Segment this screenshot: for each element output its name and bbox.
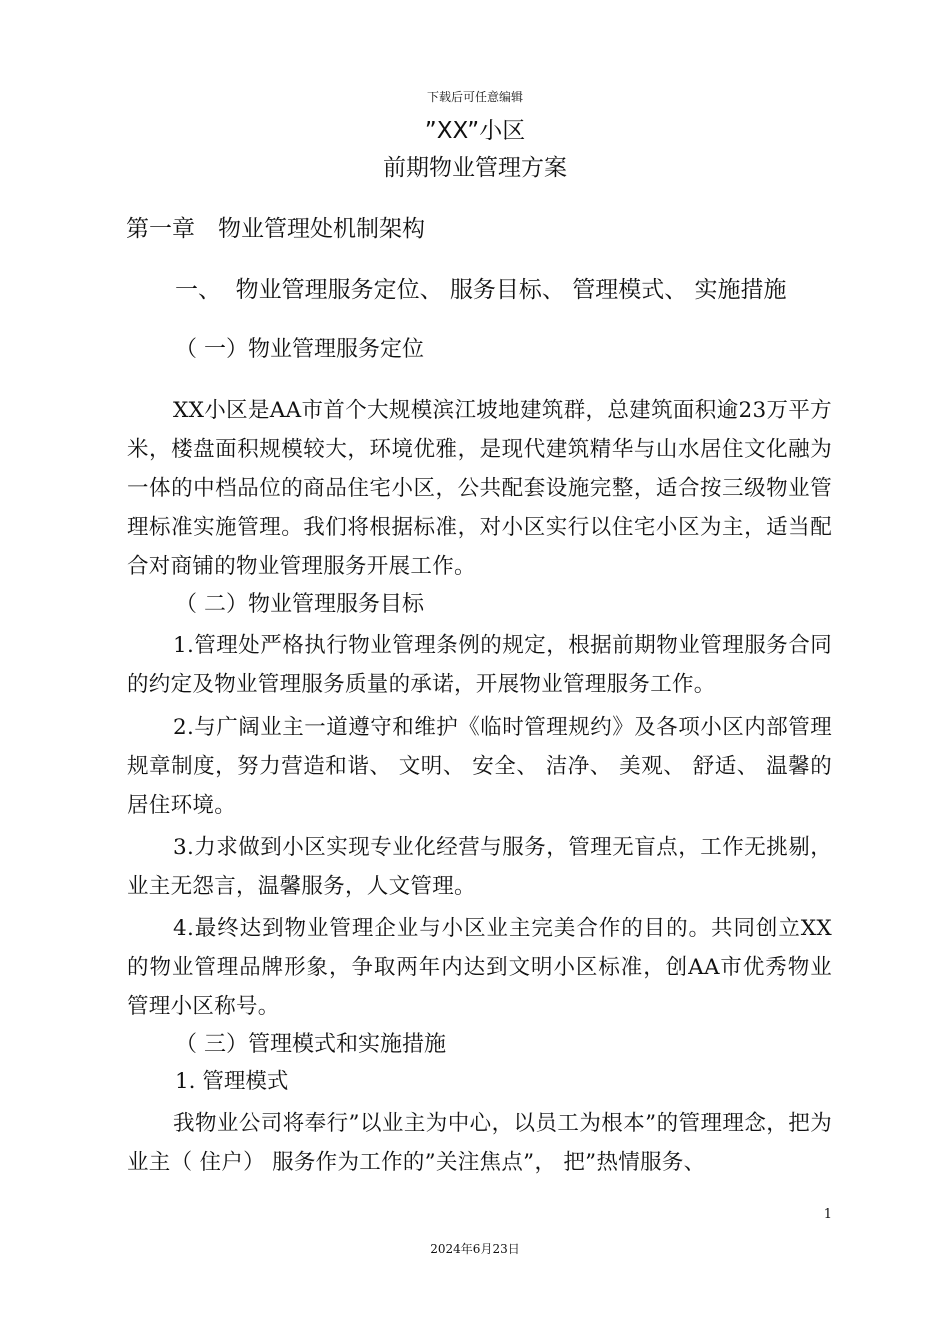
section-heading: 一、 物业管理服务定位、 服务目标、 管理模式、 实施措施 [175, 277, 787, 303]
goal-item-3: 3.力求做到小区实现专业化经营与服务，管理无盲点，工作无挑剔，业主无怨言，温馨服务，人文管理。 [127, 835, 832, 899]
paragraph-positioning: XX小区是AA市首个大规模滨江坡地建筑群，总建筑面积逾23万平方米，楼盘面积规模较大，环境优雅，是现代建筑精华与山水居住文化融为一体的中档品位的商品住宅小区，公共配套设施完整，适合按三级物业管理标准实施管理。我们将根据标准，对小区实行以住宅小区为主，适当配合对商铺的物业管理服务开展工作。 [127, 398, 832, 579]
goal-item-1: 1.管理处严格执行物业管理条例的规定，根据前期物业管理服务合同的约定及物业管理服务质量的承诺，开展物业管理服务工作。 [127, 633, 832, 697]
page-number: 1 [823, 1207, 832, 1222]
document-title-line1: ”XX”小区 [424, 118, 526, 144]
header-note: 下载后可任意编辑 [426, 90, 523, 104]
subheading-goals: （ 二）物业管理服务目标 [175, 592, 424, 617]
document-title-line2: 前期物业管理方案 [383, 155, 567, 181]
footer-date: 2024年6月23日 [430, 1242, 520, 1256]
subheading-management-mode: （ 三）管理模式和实施措施 [175, 1032, 446, 1057]
chapter-heading: 第一章 物业管理处机制架构 [126, 216, 425, 242]
goal-item-4: 4.最终达到物业管理企业与小区业主完美合作的目的。共同创立XX的物业管理品牌形象，争取两年内达到文明小区标准，创AA市优秀物业管理小区称号。 [127, 916, 832, 1019]
subheading-positioning: （ 一）物业管理服务定位 [175, 337, 424, 362]
goal-item-2: 2.与广阔业主一道遵守和维护《临时管理规约》及各项小区内部管理规章制度，努力营造和谐、 文明、 安全、 洁净、 美观、 舒适、 温馨的居住环境。 [127, 715, 832, 818]
paragraph-management-mode: 我物业公司将奉行”以业主为中心，以员工为根本”的管理理念，把为业主（ 住户） 服务作为工作的”关注焦点”， 把”热情服务、 [127, 1111, 832, 1175]
list-item-management-mode: 1. 管理模式 [175, 1069, 289, 1094]
